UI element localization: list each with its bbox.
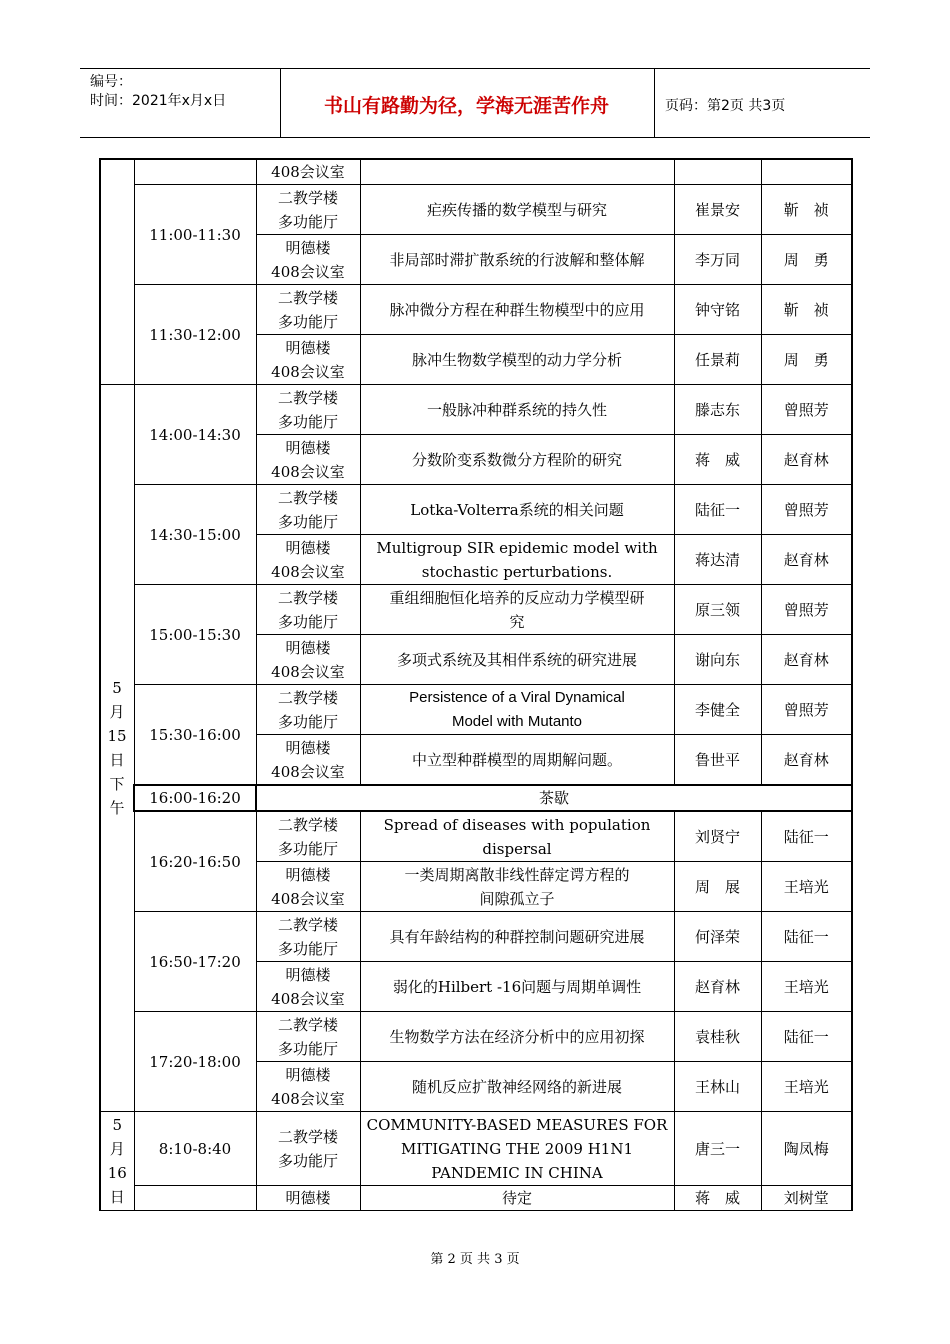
break-cell: 茶歇 [256, 785, 852, 811]
topic-line: 间隙孤立子 [479, 889, 555, 908]
topic-cell: 具有年龄结构的种群控制问题研究进展 [360, 912, 674, 962]
day-cell [100, 1112, 134, 1211]
topic-cell: 疟疾传播的数学模型与研究 [360, 185, 674, 235]
venue-cell [256, 1062, 360, 1112]
time-cell: 15:30-16:00 [134, 685, 256, 786]
time-cell: 16:20-16:50 [134, 811, 256, 912]
day-char: 午 [109, 799, 125, 817]
venue-line: 明德楼 [285, 438, 331, 457]
topic-cell: 多项式系统及其相伴系统的研究进展 [360, 635, 674, 685]
day-char: 15 [107, 727, 127, 745]
table-row [100, 159, 852, 185]
venue-line: 多功能厅 [277, 412, 338, 431]
speaker-cell [674, 159, 761, 185]
table-row [100, 1112, 852, 1186]
topic-cell [360, 535, 674, 585]
venue-cell [256, 1012, 360, 1062]
venue-line: 明德楼 [285, 538, 331, 557]
time-cell: 11:30-12:00 [134, 285, 256, 385]
topic-line: stochastic perturbations. [421, 562, 613, 581]
venue-line: 多功能厅 [277, 312, 338, 331]
speaker-cell: 王林山 [674, 1062, 761, 1112]
chair-cell: 王培光 [761, 962, 852, 1012]
topic-cell: 分数阶变系数微分方程阶的研究 [360, 435, 674, 485]
topic-line: 重组细胞恒化培养的反应动力学模型研 [389, 588, 645, 607]
venue-line: 多功能厅 [277, 612, 338, 631]
venue-line: 408会议室 [271, 1089, 345, 1108]
topic-cell: 非局部时滞扩散系统的行波解和整体解 [360, 235, 674, 285]
time-cell: 14:30-15:00 [134, 485, 256, 585]
table-row [100, 1186, 852, 1211]
venue-line: 408会议室 [271, 562, 345, 581]
topic-line: Model with Mutanto [451, 712, 583, 730]
venue-line: 二教学楼 [277, 588, 338, 607]
topic-cell [360, 159, 674, 185]
venue-line: 408会议室 [271, 362, 345, 381]
venue-line: 二教学楼 [277, 188, 338, 207]
chair-cell: 曾照芳 [761, 385, 852, 435]
topic-cell: 生物数学方法在经济分析中的应用初探 [360, 1012, 674, 1062]
speaker-cell: 原三领 [674, 585, 761, 635]
venue-line: 多功能厅 [277, 1039, 338, 1058]
speaker-cell: 周 展 [674, 862, 761, 912]
speaker-cell: 何泽荣 [674, 912, 761, 962]
venue-line: 明德楼 [285, 738, 331, 757]
table-row [100, 785, 852, 811]
table-row [100, 185, 852, 235]
chair-cell: 靳 祯 [761, 285, 852, 335]
venue-cell [256, 735, 360, 786]
table-row [100, 912, 852, 962]
time-cell [134, 159, 256, 185]
venue-cell [256, 385, 360, 435]
venue-cell [256, 485, 360, 535]
topic-line: 一类周期离散非线性薛定谔方程的 [404, 865, 630, 884]
venue-cell [256, 862, 360, 912]
topic-cell [360, 685, 674, 735]
day-char: 16 [107, 1164, 127, 1182]
venue-line: 408会议室 [271, 462, 345, 481]
time-cell [134, 1186, 256, 1211]
venue-cell: 明德楼 [256, 1186, 360, 1211]
topic-line: COMMUNITY-BASED MEASURES FOR [366, 1115, 668, 1134]
speaker-cell: 赵育林 [674, 962, 761, 1012]
speaker-cell: 钟守铭 [674, 285, 761, 335]
speaker-cell: 蒋达清 [674, 535, 761, 585]
speaker-cell: 陆征一 [674, 485, 761, 535]
venue-line: 明德楼 [285, 238, 331, 257]
time-cell: 16:50-17:20 [134, 912, 256, 1012]
page-header [80, 68, 870, 138]
venue-line: 408会议室 [271, 762, 345, 781]
speaker-cell: 李万同 [674, 235, 761, 285]
speaker-cell: 滕志东 [674, 385, 761, 435]
speaker-cell: 刘贤宁 [674, 811, 761, 862]
table-row [100, 485, 852, 535]
venue-cell [256, 585, 360, 635]
chair-cell: 赵育林 [761, 635, 852, 685]
header-meta [90, 73, 226, 111]
speaker-cell: 袁桂秋 [674, 1012, 761, 1062]
time-cell: 11:00-11:30 [134, 185, 256, 285]
topic-cell: 脉冲微分方程在种群生物模型中的应用 [360, 285, 674, 335]
topic-line: Persistence of a Viral Dynamical [409, 688, 625, 706]
venue-line: 明德楼 [285, 865, 331, 884]
venue-line: 二教学楼 [277, 1127, 338, 1146]
venue-line: 二教学楼 [277, 388, 338, 407]
topic-line: 究 [509, 612, 525, 631]
header-divider [654, 69, 655, 137]
topic-cell: 脉冲生物数学模型的动力学分析 [360, 335, 674, 385]
table-row [100, 685, 852, 735]
venue-cell [256, 962, 360, 1012]
topic-cell: 随机反应扩散神经网络的新进展 [360, 1062, 674, 1112]
chair-cell: 陶凤梅 [761, 1112, 852, 1186]
time-cell: 17:20-18:00 [134, 1012, 256, 1112]
day-char: 日 [109, 1188, 125, 1206]
time-cell: 14:00-14:30 [134, 385, 256, 485]
venue-line: 多功能厅 [277, 1151, 338, 1170]
day-char: 5 [112, 679, 122, 697]
speaker-cell: 任景莉 [674, 335, 761, 385]
chair-cell: 周 勇 [761, 335, 852, 385]
venue-cell [256, 685, 360, 735]
day-char: 5 [112, 1116, 123, 1134]
topic-line: MITIGATING THE 2009 H1N1 [400, 1139, 634, 1158]
chair-cell: 王培光 [761, 862, 852, 912]
topic-cell: Spread of diseases with population dispersal [360, 811, 674, 862]
time-label: 时间：2021年x月x日 [90, 93, 227, 109]
chair-cell: 陆征一 [761, 912, 852, 962]
venue-line: 明德楼 [285, 338, 331, 357]
chair-cell: 赵育林 [761, 435, 852, 485]
table-row [100, 811, 852, 862]
venue-cell [256, 285, 360, 335]
venue-cell [256, 185, 360, 235]
time-cell: 8:10-8:40 [134, 1112, 256, 1186]
chair-cell: 陆征一 [761, 811, 852, 862]
speaker-cell: 鲁世平 [674, 735, 761, 786]
chair-cell [761, 159, 852, 185]
day-char: 月 [109, 1140, 125, 1158]
venue-cell: 408会议室 [256, 159, 360, 185]
chair-cell: 曾照芳 [761, 685, 852, 735]
venue-line: 408会议室 [271, 989, 345, 1008]
venue-line: 408会议室 [271, 262, 345, 281]
schedule-table [99, 158, 853, 1211]
venue-line: 多功能厅 [277, 512, 338, 531]
venue-cell [256, 335, 360, 385]
venue-cell [256, 1112, 360, 1186]
table-row [100, 385, 852, 435]
table-row [100, 285, 852, 335]
topic-cell [360, 1112, 674, 1186]
venue-cell [256, 811, 360, 862]
venue-line: 多功能厅 [277, 212, 338, 231]
header-motto: 书山有路勤为径，学海无涯苦作舟 [323, 95, 609, 117]
day-char: 下 [109, 775, 125, 793]
topic-cell: 弱化的Hilbert -16问题与周期单调性 [360, 962, 674, 1012]
topic-cell: 中立型种群模型的周期解问题。 [360, 735, 674, 786]
chair-cell: 周 勇 [761, 235, 852, 285]
chair-cell: 赵育林 [761, 735, 852, 786]
venue-line: 二教学楼 [277, 1015, 338, 1034]
topic-cell: Lotka-Volterra系统的相关问题 [360, 485, 674, 535]
topic-cell [360, 862, 674, 912]
venue-line: 二教学楼 [277, 915, 338, 934]
speaker-cell: 蒋 威 [674, 435, 761, 485]
speaker-cell: 崔景安 [674, 185, 761, 235]
venue-line: 408会议室 [271, 889, 345, 908]
venue-cell [256, 435, 360, 485]
topic-line: PANDEMIC IN CHINA [431, 1163, 603, 1182]
venue-line: 明德楼 [285, 965, 331, 984]
chair-cell: 曾照芳 [761, 485, 852, 535]
venue-line: 多功能厅 [277, 939, 338, 958]
venue-line: 二教学楼 [277, 815, 338, 834]
chair-cell: 赵育林 [761, 535, 852, 585]
day-cell [100, 385, 134, 1112]
chair-cell: 王培光 [761, 1062, 852, 1112]
time-cell: 15:00-15:30 [134, 585, 256, 685]
topic-line: Multigroup SIR epidemic model with [376, 538, 658, 557]
venue-cell [256, 235, 360, 285]
speaker-cell: 唐三一 [674, 1112, 761, 1186]
venue-line: 明德楼 [285, 638, 331, 657]
page-counter: 页码：第2页 共3页 [665, 98, 786, 114]
topic-cell: 一般脉冲种群系统的持久性 [360, 385, 674, 435]
venue-cell [256, 535, 360, 585]
time-cell: 16:00-16:20 [134, 785, 256, 811]
venue-cell [256, 635, 360, 685]
speaker-cell: 李健全 [674, 685, 761, 735]
chair-cell: 陆征一 [761, 1012, 852, 1062]
chair-cell: 刘树堂 [761, 1186, 852, 1211]
chair-cell: 曾照芳 [761, 585, 852, 635]
venue-cell [256, 912, 360, 962]
venue-line: 多功能厅 [277, 839, 338, 858]
speaker-cell: 谢向东 [674, 635, 761, 685]
speaker-cell: 蒋 威 [674, 1186, 761, 1211]
day-char: 月 [109, 703, 125, 721]
day-cell [100, 159, 134, 385]
number-label: 编号： [90, 74, 132, 90]
topic-cell [360, 585, 674, 635]
venue-line: 408会议室 [271, 662, 345, 681]
page-footer: 第 2 页 共 3 页 [430, 1252, 520, 1267]
topic-cell: 待定 [360, 1186, 674, 1211]
venue-line: 明德楼 [285, 1065, 331, 1084]
table-row [100, 585, 852, 635]
venue-line: 二教学楼 [277, 688, 338, 707]
venue-line: 二教学楼 [277, 288, 338, 307]
day-char: 日 [109, 751, 125, 769]
venue-line: 多功能厅 [277, 712, 338, 731]
chair-cell: 靳 祯 [761, 185, 852, 235]
table-row [100, 1012, 852, 1062]
venue-line: 二教学楼 [277, 488, 338, 507]
